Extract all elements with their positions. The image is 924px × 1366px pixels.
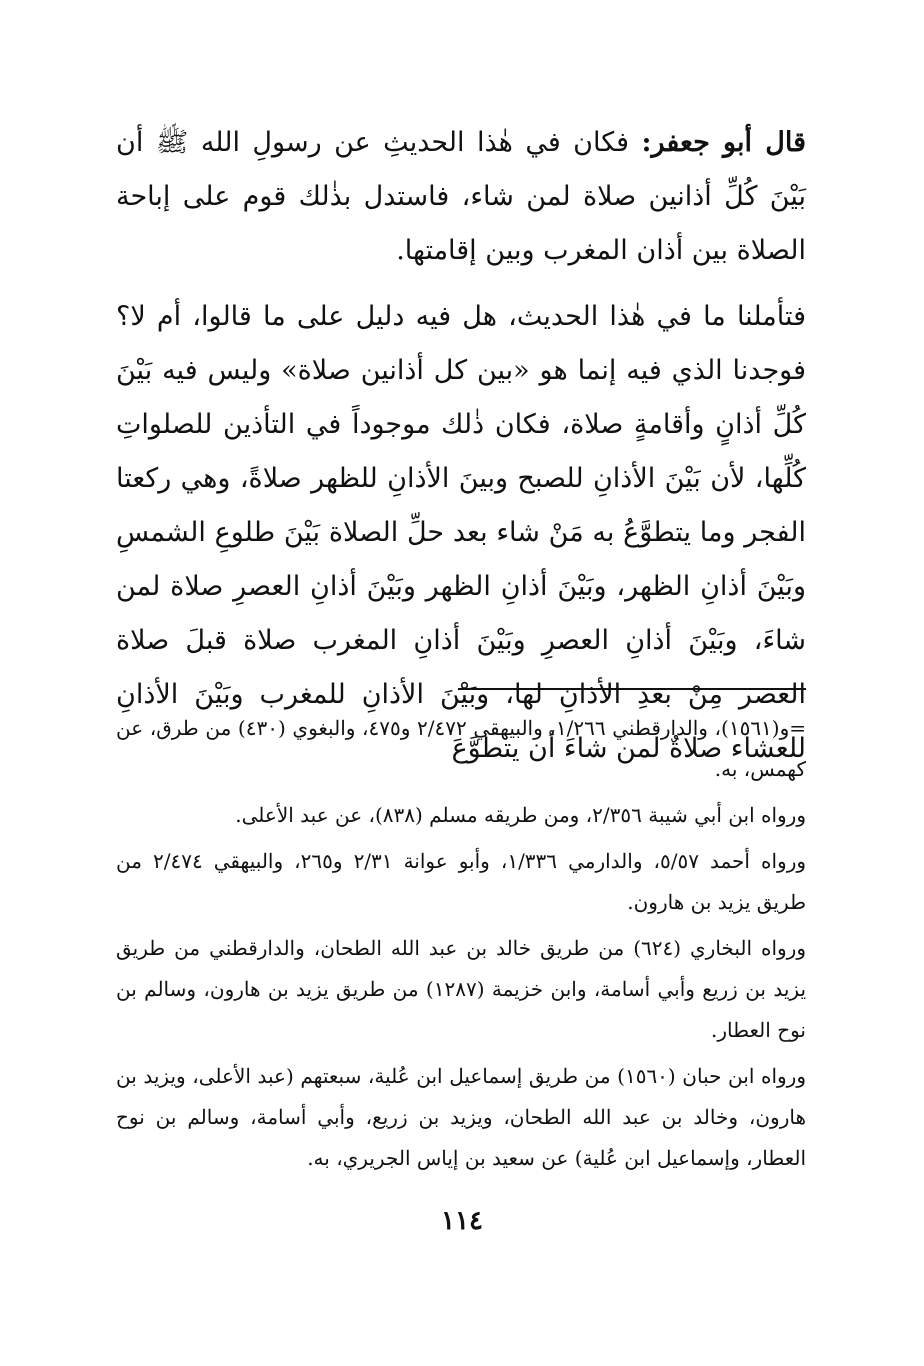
footnote-3: ورواه أحمد ٥/٥٧، والدارمي ١/٣٣٦، وأبو عوانة ٢/٣١ و٢٦٥، والبيهقي ٢/٤٧٤ من طريق يزيد بن هارون. xyxy=(116,849,807,914)
footnote-divider xyxy=(458,688,806,690)
footnote-2: ورواه ابن أبي شيبة ٢/٣٥٦، ومن طريقه مسلم (٨٣٨)، عن عبد الأعلى. xyxy=(235,803,806,827)
main-text xyxy=(116,116,806,776)
footnote-4: ورواه البخاري (٦٢٤) من طريق خالد بن عبد الله الطحان، والدارقطني من طريق يزيد بن زريع وأبي أسامة، وابن خزيمة (١٢٨٧) من طريق يزيد بن هارون، وسالم بن نوح العطار. xyxy=(116,936,807,1042)
paragraph-1-body: فكان في هٰذا الحديثِ عن رسولِ الله ﷺ أن بَيْنَ كُلِّ أذانين صلاة لمن شاء، فاستدل بذٰلك قوم على إباحة الصلاة بين أذان المغرب وبين إقامتها. xyxy=(116,127,806,266)
paragraph-1-lead: قال أبو جعفر: xyxy=(641,127,806,158)
footnote-1: =و(١٥٦١)، والدارقطني ١/٢٦٦، والبيهقي ٢/٤٧٢ و٤٧٥، والبغوي (٤٣٠) من طرق، عن كهمس، به. xyxy=(116,716,807,781)
paragraph-1 xyxy=(116,116,806,278)
footnotes xyxy=(116,708,806,1179)
paragraph-2: فتأملنا ما في هٰذا الحديث، هل فيه دليل على ما قالوا، أم لا؟ فوجدنا الذي فيه إنما هو «بين كل أذانين صلاة» وليس فيه بَيْنَ كُلِّ أذانٍ وأقامةٍ صلاة، فكان ذٰلك موجوداً في التأذين للصلواتِ كُلِّها، لأن بَيْنَ الأذانِ للصبح وبينَ الأذانِ للظهر صلاةً، وهي ركعتا الفجر وما يتطوَّعُ به مَنْ شاء بعد حلِّ الصلاة بَيْنَ طلوعِ الشمسِ وبَيْنَ أذانِ الظهر، وبَيْنَ أذانِ الظهر وبَيْنَ أذانِ العصرِ صلاة لمن شاءَ، وبَيْنَ أذانِ العصرِ وبَيْنَ أذانِ المغرب صلاة قبلَ صلاة العصر مِنْ بعدِ الأذانِ لها، وبَيْنَ الأذانِ للمغرب وبَيْنَ الأذانِ للعشاء صلاةٌ لمن شاءَ أن يتطوَّعَ xyxy=(116,301,806,764)
footnote-5: ورواه ابن حبان (١٥٦٠) من طريق إسماعيل ابن عُلية، سبعتهم (عبد الأعلى، ويزيد بن هارون، وخالد بن عبد الله الطحان، ويزيد بن زريع، وأبي أسامة، وسالم بن نوح العطار، وإسماعيل ابن عُلية) عن سعيد بن إياس الجريري، به. xyxy=(116,1064,806,1170)
page-number: ١١٤ xyxy=(441,1206,483,1236)
